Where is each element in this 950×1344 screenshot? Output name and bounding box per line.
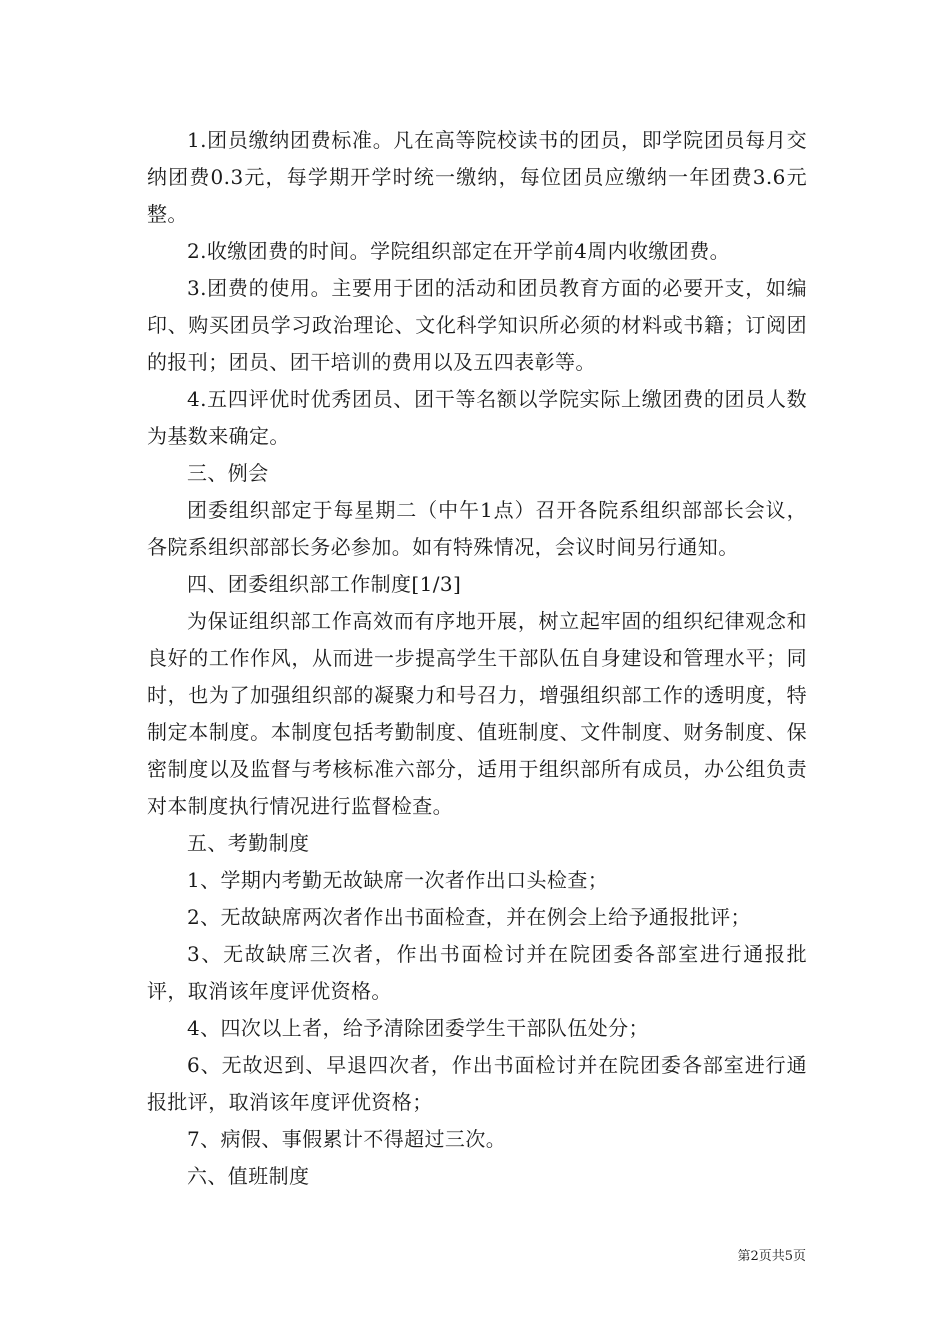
- attendance-rule-1: 1、学期内考勤无故缺席一次者作出口头检查；: [187, 868, 609, 892]
- section-heading-attendance: 五、考勤制度: [187, 831, 310, 855]
- section-heading-duty: 六、值班制度: [187, 1164, 310, 1188]
- attendance-rule-7: 7、病假、事假累计不得超过三次。: [187, 1127, 507, 1151]
- attendance-rule-2: 2、无故缺席两次者作出书面检查，并在例会上给予通报批评；: [187, 905, 751, 929]
- paragraph-fee-standard: 1.团员缴纳团费标准。凡在高等院校读书的团员，即学院团员每月交纳团费0.3元，每学期开学时统一缴纳，每位团员应缴纳一年团费3.6元整。: [147, 128, 807, 226]
- section-heading-meeting: 三、例会: [187, 461, 269, 485]
- paragraph-meeting: 团委组织部定于每星期二（中午1点）召开各院系组织部部长会议，各院系组织部部长务必参加。如有特殊情况，会议时间另行通知。: [147, 498, 807, 559]
- section-heading-work-rules: 四、团委组织部工作制度[1/3]: [187, 572, 462, 596]
- paragraph-fee-usage: 3.团费的使用。主要用于团的活动和团员教育方面的必要开支，如编印、购买团员学习政治理论、文化科学知识所必须的材料或书籍；订阅团的报刊；团员、团干培训的费用以及五四表彰等。: [147, 276, 807, 374]
- paragraph-fee-collection-time: 2.收缴团费的时间。学院组织部定在开学前4周内收缴团费。: [187, 239, 731, 263]
- attendance-rule-6: 6、无故迟到、早退四次者，作出书面检讨并在院团委各部室进行通报批评，取消该年度评优资格；: [147, 1053, 807, 1114]
- page-number-footer: 第2页共5页: [737, 1249, 806, 1264]
- paragraph-award-quota: 4.五四评优时优秀团员、团干等名额以学院实际上缴团费的团员人数为基数来确定。: [147, 387, 807, 448]
- document-body: [147, 122, 807, 1195]
- attendance-rule-3: 3、无故缺席三次者，作出书面检讨并在院团委各部室进行通报批评，取消该年度评优资格。: [147, 942, 807, 1003]
- paragraph-work-rules: 为保证组织部工作高效而有序地开展，树立起牢固的组织纪律观念和良好的工作作风，从而进一步提高学生干部队伍自身建设和管理水平；同时，也为了加强组织部的凝聚力和号召力，增强组织部工作的透明度，特制定本制度。本制度包括考勤制度、值班制度、文件制度、财务制度、保密制度以及监督与考核标准六部分，适用于组织部所有成员，办公组负责对本制度执行情况进行监督检查。: [147, 609, 807, 818]
- attendance-rule-4: 4、四次以上者，给予清除团委学生干部队伍处分；: [187, 1016, 649, 1040]
